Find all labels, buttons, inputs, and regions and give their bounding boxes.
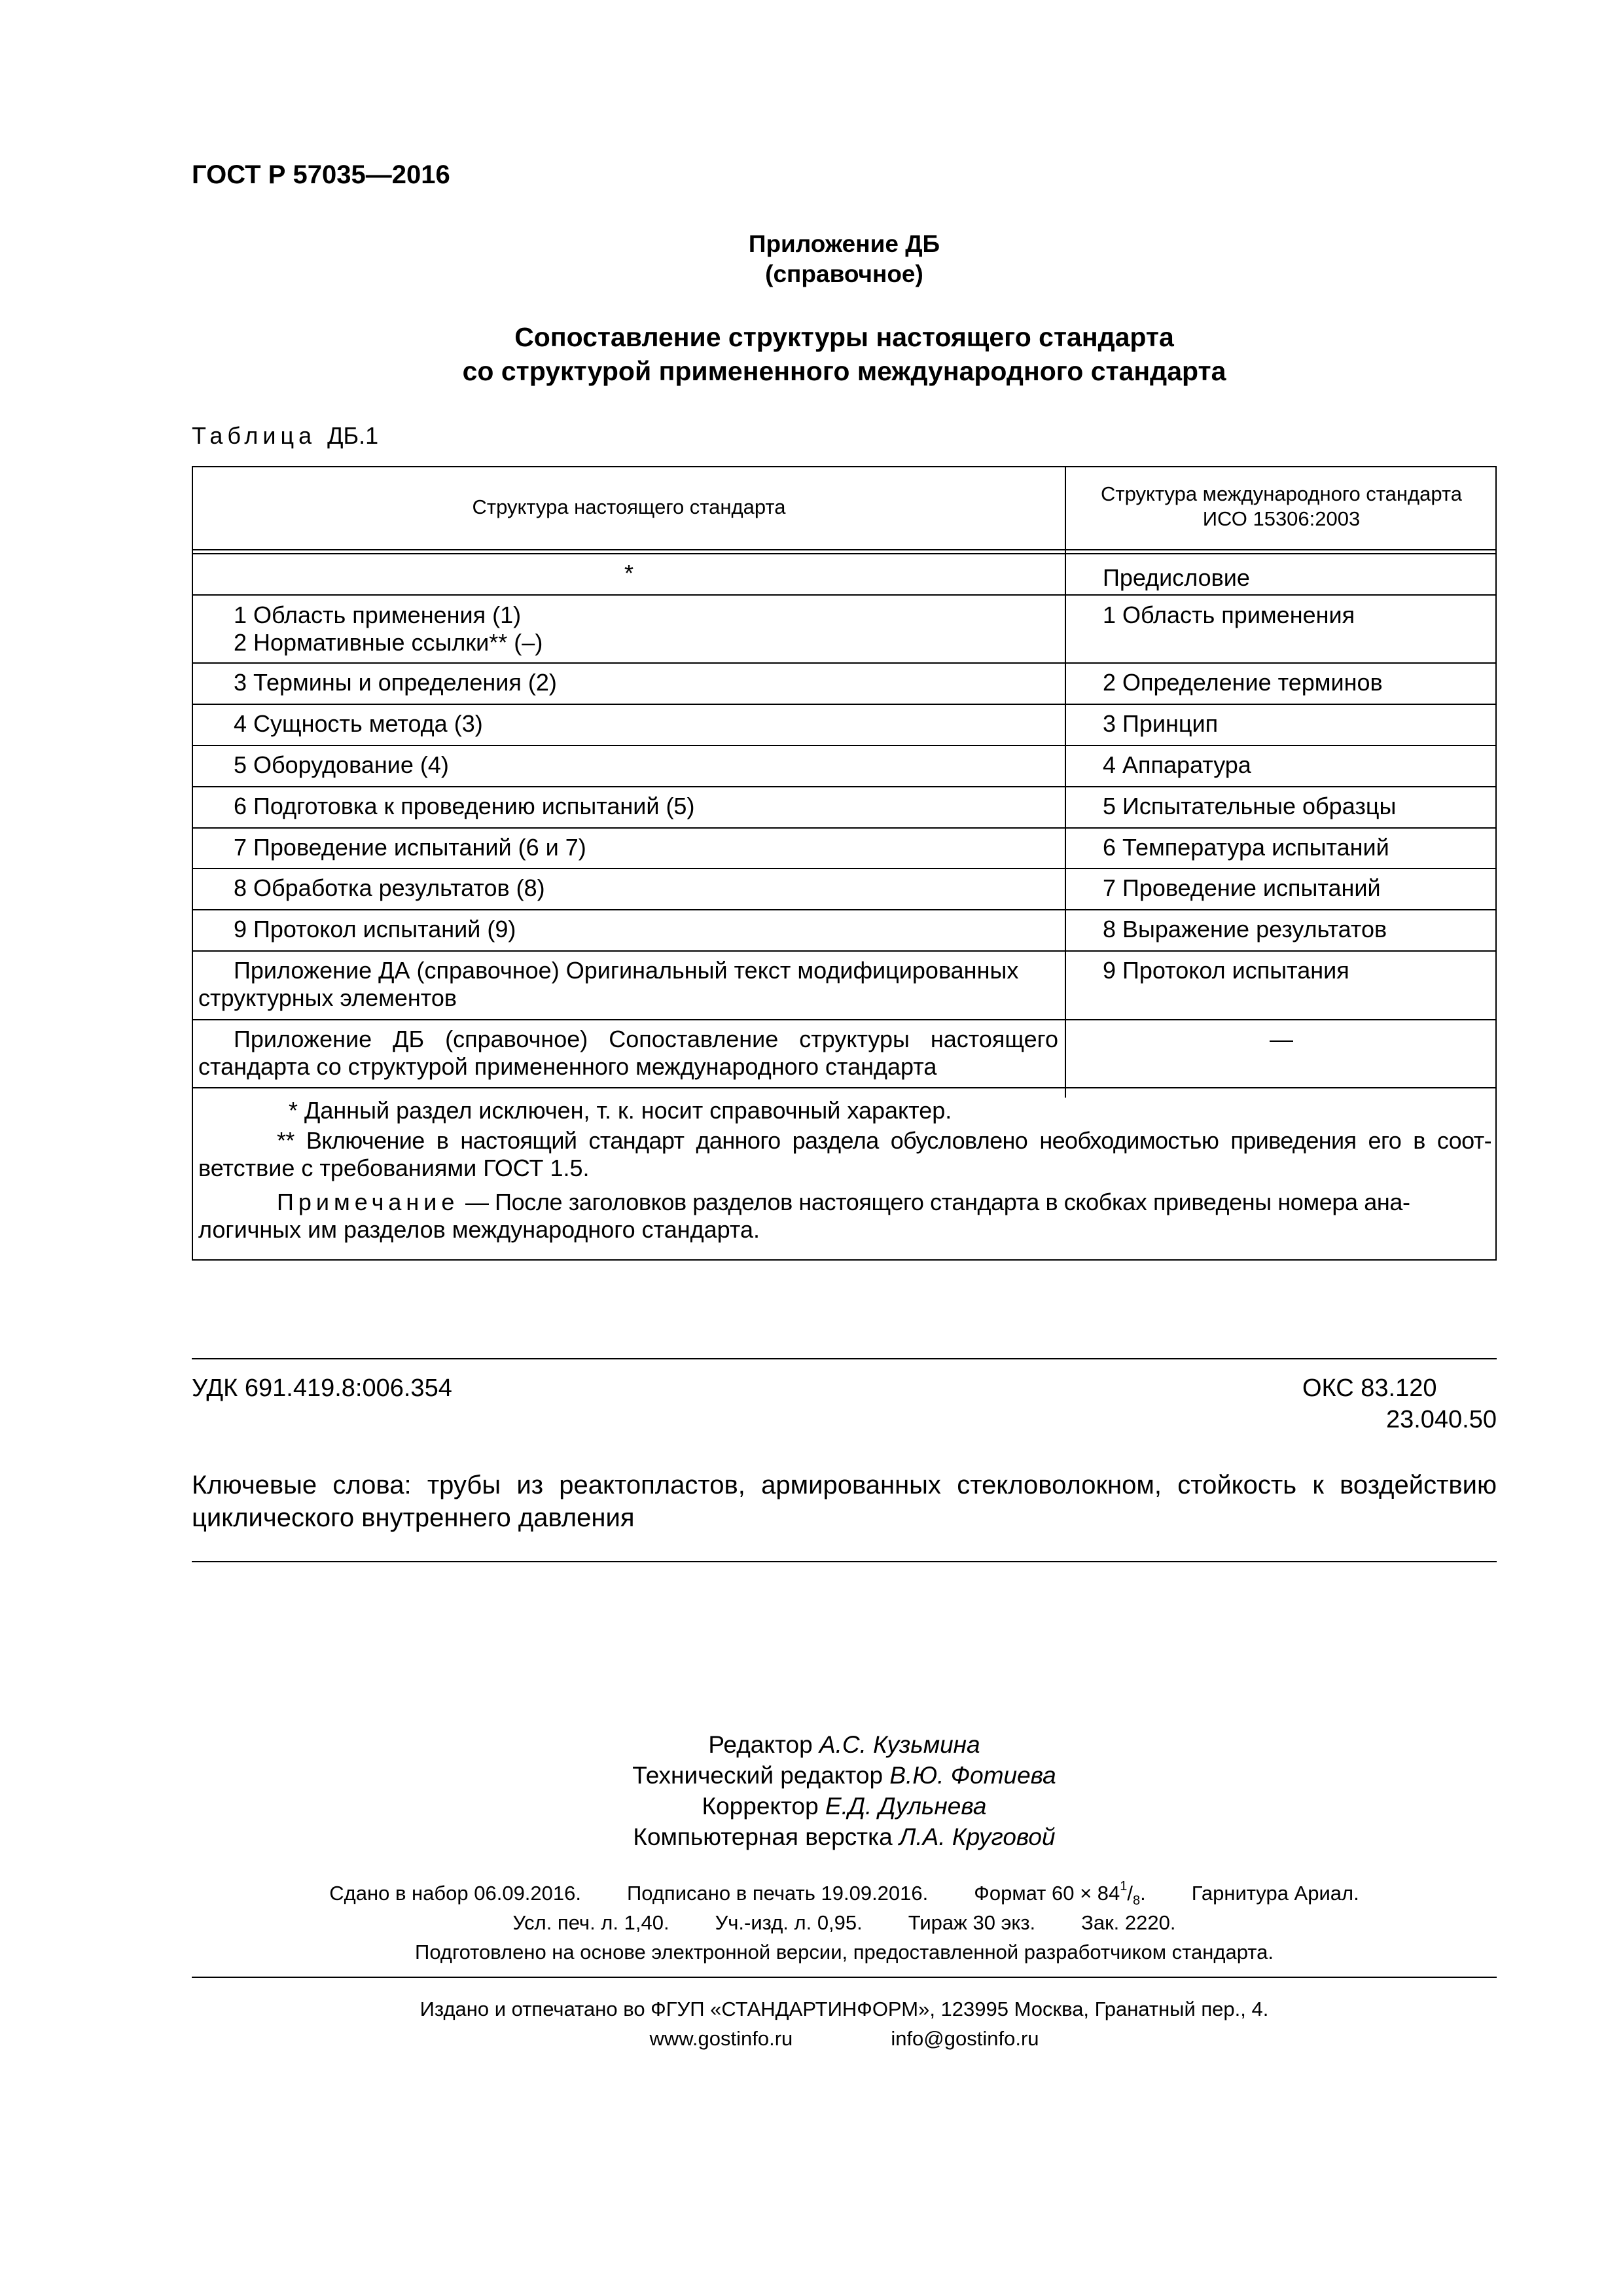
imprint-publisher: Издано и отпечатано во ФГУП «СТАНДАРТИНФОРМ», 123995 Москва, Гранатный пер., 4. xyxy=(419,1998,1269,2020)
row-rule xyxy=(193,909,1495,910)
credit-editor-role: Редактор xyxy=(708,1731,813,1758)
table-row-7-left: 8 Обработка результатов (8) xyxy=(234,874,545,901)
table-row-10-left-line-1: Приложение ДБ (справочное) Сопоставление структуры настоящего xyxy=(234,1026,1058,1052)
header-rule-1 xyxy=(193,549,1495,550)
table-row-4-right: 4 Аппаратура xyxy=(1103,751,1251,778)
credit-corrector-name: Е.Д. Дульнева xyxy=(825,1793,987,1820)
table-row-10-left xyxy=(198,1026,1058,1081)
table-row-0-left: * xyxy=(624,560,633,586)
keywords-paragraph xyxy=(192,1469,1497,1534)
imprint-line-2 xyxy=(192,1911,1497,1935)
table-row-8-left: 9 Протокол испытаний (9) xyxy=(234,916,516,942)
imprint-order: Зак. 2220. xyxy=(1081,1911,1176,1934)
row-rule xyxy=(193,662,1495,664)
table-row-6-right: 6 Температура испытаний xyxy=(1103,834,1389,861)
table-row-1-right: 1 Область применения xyxy=(1103,601,1355,628)
table-note-word: Примечание xyxy=(277,1189,459,1215)
classification-top-rule xyxy=(192,1358,1497,1359)
comparison-table xyxy=(192,466,1497,1261)
table-row-1-left-line-1: 1 Область применения (1) xyxy=(234,601,522,628)
oks-code-1: ОКС 83.120 xyxy=(1302,1374,1437,1402)
header-left-cell: Структура настоящего стандарта xyxy=(472,495,786,518)
table-note-text: — После заголовков разделов настоящего стандарта в скобках приведены номера ана- xyxy=(465,1189,1410,1215)
credit-layout-role: Компьютерная верстка xyxy=(633,1823,893,1850)
imprint-line-1 xyxy=(192,1879,1497,1909)
credit-editor-name: А.С. Кузьмина xyxy=(819,1731,980,1758)
imprint-sent: Сдано в набор 06.09.2016. xyxy=(329,1882,581,1905)
appendix-kind: (справочное) xyxy=(765,260,923,287)
table-row-9-left xyxy=(198,957,1058,1012)
oks-code-2: 23.040.50 xyxy=(1385,1406,1497,1433)
table-row-6-left: 7 Проведение испытаний (6 и 7) xyxy=(234,834,586,861)
table-row-1-left xyxy=(234,601,543,656)
row-rule xyxy=(193,1019,1495,1020)
credit-tech-editor-name: В.Ю. Фотиева xyxy=(889,1762,1056,1789)
table-label-number: ДБ.1 xyxy=(327,422,379,449)
credit-corrector xyxy=(192,1793,1497,1820)
table-row-5-left: 6 Подготовка к проведению испытаний (5) xyxy=(234,793,695,819)
imprint-sheets: Усл. печ. л. 1,40. xyxy=(512,1911,669,1934)
table-label-word: Таблица xyxy=(192,422,317,449)
imprint-rule xyxy=(192,1977,1497,1978)
header-right-line-1: Структура международного стандарта xyxy=(1101,482,1462,505)
imprint-font: Гарнитура Ариал. xyxy=(1191,1882,1359,1905)
imprint-print-run: Тираж 30 экз. xyxy=(908,1911,1036,1934)
imprint-contacts xyxy=(192,2027,1497,2051)
imprint-pub-sheets: Уч.-изд. л. 0,95. xyxy=(715,1911,863,1934)
table-row-10-left-line-2: стандарта со структурой примененного международного стандарта xyxy=(198,1053,937,1080)
publisher-website-link[interactable]: www.gostinfo.ru xyxy=(649,2027,793,2050)
table-row-9-left-line-1: Приложение ДА (справочное) Оригинальный текст модифицированных xyxy=(234,957,1019,984)
imprint-prepared: Подготовлено на основе электронной версии, предоставленной разработчиком стандарта. xyxy=(415,1941,1274,1964)
table-note-line-2: логичных им разделов международного стандарта. xyxy=(198,1216,760,1243)
table-row-4-left: 5 Оборудование (4) xyxy=(234,751,449,778)
row-rule xyxy=(193,594,1495,596)
row-rule xyxy=(193,786,1495,787)
table-label xyxy=(192,422,378,450)
row-rule xyxy=(193,1087,1495,1088)
table-row-1-left-line-2: 2 Нормативные ссылки** (–) xyxy=(234,629,543,656)
imprint-format: Формат $60 \times 84^1/_8$. xyxy=(974,1879,1146,1909)
row-rule xyxy=(193,950,1495,952)
footnote-1: * Данный раздел исключен, т. к. носит справочный характер. xyxy=(289,1097,952,1124)
appendix-heading-line-1: Сопоставление структуры настоящего стандарта xyxy=(514,322,1174,352)
table-row-2-left: 3 Термины и определения (2) xyxy=(234,669,557,696)
credit-layout xyxy=(192,1823,1497,1851)
credit-layout-name: Л.А. Круговой xyxy=(899,1823,1056,1850)
credit-tech-editor-role: Технический редактор xyxy=(632,1762,883,1789)
credit-corrector-role: Корректор xyxy=(702,1793,819,1820)
table-row-9-right: 9 Протокол испытания xyxy=(1103,957,1349,984)
table-row-3-left: 4 Сущность метода (3) xyxy=(234,710,483,737)
table-row-10-right: — xyxy=(1270,1026,1293,1052)
publisher-email-link[interactable]: info@gostinfo.ru xyxy=(891,2027,1039,2050)
udk-code: УДК 691.419.8:006.354 xyxy=(192,1374,452,1402)
credit-editor xyxy=(192,1731,1497,1759)
row-rule xyxy=(193,827,1495,829)
table-row-5-right: 5 Испытательные образцы xyxy=(1103,793,1397,819)
header-rule-2 xyxy=(193,553,1495,554)
header-right-cell xyxy=(1066,482,1497,531)
credit-tech-editor xyxy=(192,1762,1497,1789)
header-right-line-2: ИСО 15306:2003 xyxy=(1202,507,1361,530)
document-number: ГОСТ Р 57035—2016 xyxy=(192,160,450,189)
column-divider xyxy=(1065,467,1066,1098)
row-rule xyxy=(193,868,1495,869)
footnote-2-line-1: ** Включение в настоящий стандарт данного раздела обусловлено необходимостью приведения его в соот- xyxy=(277,1127,1491,1154)
table-note xyxy=(198,1189,1491,1244)
table-row-0-right: Предисловие xyxy=(1103,564,1250,591)
appendix-heading-line-2: со структурой примененного международного стандарта xyxy=(462,356,1226,386)
keywords-bottom-rule xyxy=(192,1561,1497,1562)
table-row-8-right: 8 Выражение результатов xyxy=(1103,916,1387,942)
footnote-2-line-2: ветствие с требованиями ГОСТ 1.5. xyxy=(198,1155,590,1181)
table-row-9-left-line-2: структурных элементов xyxy=(198,984,457,1011)
footnote-2 xyxy=(198,1127,1491,1182)
appendix-title: Приложение ДБ xyxy=(748,230,940,257)
table-row-3-right: 3 Принцип xyxy=(1103,710,1219,737)
table-note-line-1 xyxy=(198,1189,1491,1216)
keywords-text: Ключевые слова: трубы из реактопластов, армированных стекловолокном, стойкость к воздействию циклического внутреннего давления xyxy=(192,1471,1497,1532)
table-row-7-right: 7 Проведение испытаний xyxy=(1103,874,1381,901)
row-rule xyxy=(193,704,1495,705)
row-rule xyxy=(193,745,1495,746)
table-row-2-right: 2 Определение терминов xyxy=(1103,669,1383,696)
imprint-signed: Подписано в печать 19.09.2016. xyxy=(627,1882,929,1905)
